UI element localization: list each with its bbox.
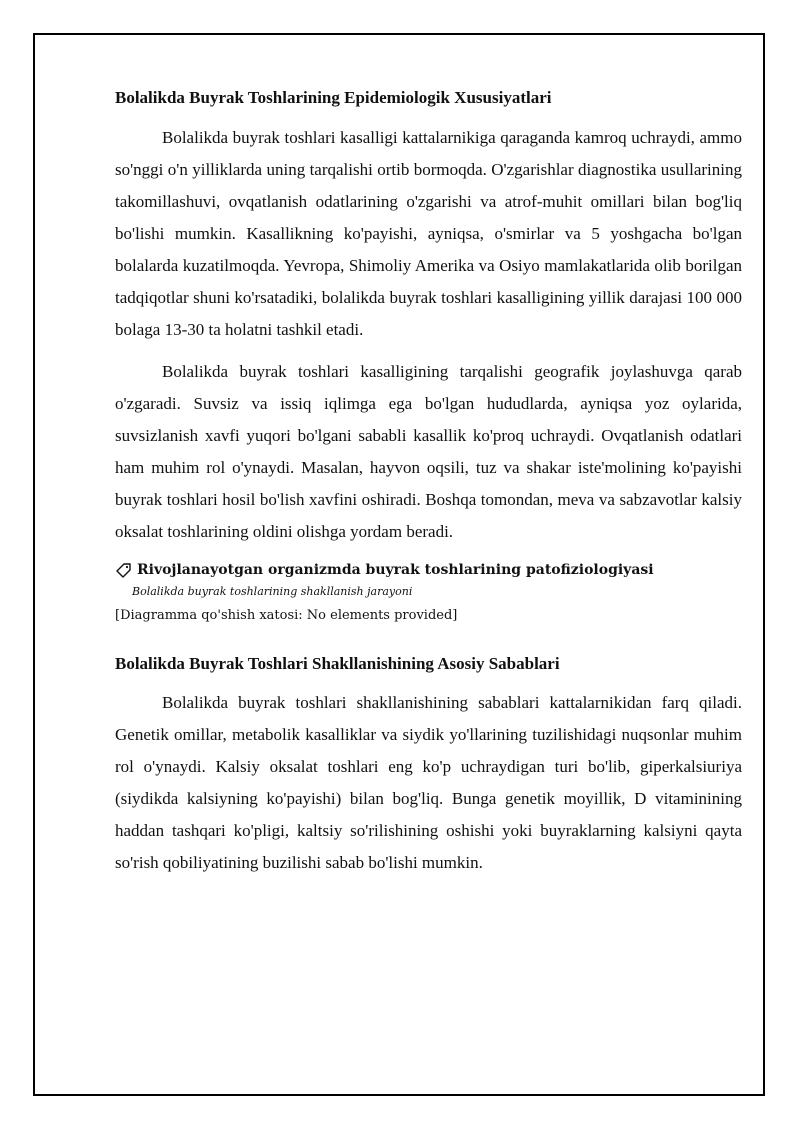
diagram-title-row [115, 559, 742, 581]
section-heading-causes: Bolalikda Buyrak Toshlari Shakllanishining Asosiy Sabablari [115, 654, 560, 673]
tag-icon [115, 562, 132, 579]
paragraph-epidemiology-1: Bolalikda buyrak toshlari kasalligi kattalarnikiga qaraganda kamroq uchraydi, ammo so'nggi o'n yilliklarda uning tarqalishi ortib bormoqda. O'zgarishlar diagnostika usullarining takomillashuvi, ovqatlanish odatlarining o'zgarishi va atrof-muhit omillari bilan bog'liq bo'lishi mumkin. Kasallikning ko'payishi, ayniqsa, o'smirlar va 5 yoshgacha bo'lgan bolalarda kuzatilmoqda. Yevropa, Shimoliy Amerika va Osiyo mamlakatlarida olib borilgan tadqiqotlar shuni ko'rsatadiki, bolalikda buyrak toshlari kasalligining yillik darajasi 100 000 bolaga 13-30 ta holatni tashkil etadi. [115, 128, 742, 339]
diagram-error-message: [Diagramma qo'shish xatosi: No elements provided] [115, 608, 458, 623]
paragraph-causes-1: Bolalikda buyrak toshlari shakllanishining sabablari kattalarnikidan farq qiladi. Genetik omillar, metabolik kasalliklar va siydik yo'llarining tuzilishidagi nuqsonlar muhim rol o'ynaydi. Kalsiy oksalat toshlari eng ko'p uchraydigan turi bo'lib, giperkalsiuriya (siydikda kalsiyning ko'payishi) bilan bog'liq. Bunga genetik moyillik, D vitaminining haddan tashqari ko'pligi, kaltsiy so'rilishining oshishi yoki buyraklarning kalsiyni qayta so'rish qobiliyatining buzilishi sabab bo'lishi mumkin. [115, 693, 742, 872]
diagram-title: Rivojlanayotgan organizmda buyrak toshlarining patofiziologiyasi [137, 562, 654, 578]
diagram-subtitle: Bolalikda buyrak toshlarining shakllanish jarayoni [132, 585, 413, 598]
document-content [115, 86, 742, 879]
section-heading-epidemiology: Bolalikda Buyrak Toshlarining Epidemiologik Xususiyatlari [115, 88, 552, 107]
paragraph-epidemiology-2: Bolalikda buyrak toshlari kasalligining tarqalishi geografik joylashuvga qarab o'zgaradi. Suvsiz va issiq iqlimga ega bo'lgan hududlarda, ayniqsa yoz oylarida, suvsizlanish xavfi yuqori bo'lgani sababli kasallik ko'proq uchraydi. Ovqatlanish odatlari ham muhim rol o'ynaydi. Masalan, hayvon oqsili, tuz va shakar iste'molining ko'payishi buyrak toshlari hosil bo'lish xavfini oshiradi. Boshqa tomondan, meva va sabzavotlar kalsiy oksalat toshlarining oldini olishga yordam beradi. [115, 362, 742, 541]
